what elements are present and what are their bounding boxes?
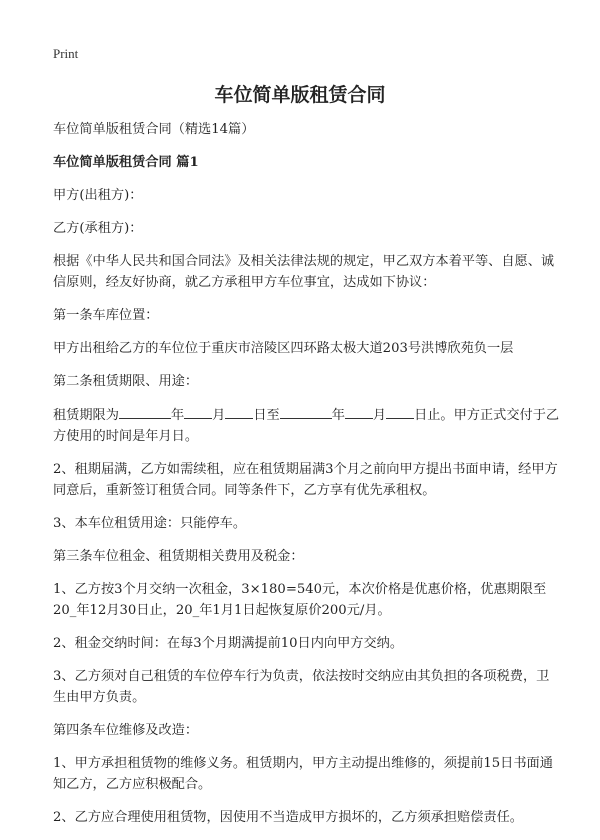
term-month-2: 月 bbox=[372, 408, 387, 423]
term-day-1: 日至 bbox=[253, 408, 280, 423]
party-a: 甲方(出租方)： bbox=[53, 188, 143, 203]
blank-day-start[interactable] bbox=[225, 404, 253, 419]
subtitle: 车位简单版租赁合同（精选14篇） bbox=[53, 122, 255, 137]
article-2-title: 第二条租赁期限、用途： bbox=[53, 374, 199, 389]
article-3-payment-time: 2、租金交纳时间：在每3个月期满提前10日内向甲方交纳。 bbox=[53, 636, 404, 651]
document-title: 车位简单版租赁合同 bbox=[214, 84, 386, 106]
print-link[interactable]: Print bbox=[53, 46, 79, 61]
article-3-rent: 1、乙方按3个月交纳一次租金，3×180=540元，本次价格是优惠价格，优惠期限至20_年12月30日止，20_年1月1日起恢复原价200元/月。 bbox=[53, 582, 547, 618]
article-4-title: 第四条车位维修及改造： bbox=[53, 723, 199, 738]
blank-month-end[interactable] bbox=[345, 404, 373, 419]
party-b: 乙方(承租方)： bbox=[53, 221, 143, 236]
article-4-liability: 2、乙方应合理使用租赁物，因使用不当造成甲方损坏的，乙方须承担赔偿责任。 bbox=[53, 810, 523, 825]
term-year-2: 年 bbox=[331, 408, 345, 423]
term-year-1: 年 bbox=[170, 408, 185, 423]
blank-year-end[interactable] bbox=[280, 404, 332, 419]
term-month-1: 月 bbox=[212, 408, 226, 423]
article-2-usage: 3、本车位租赁用途：只能停车。 bbox=[53, 516, 247, 531]
blank-month-start[interactable] bbox=[184, 404, 212, 419]
term-day-2: 日止。甲方正式交付于乙方使用的时间是年月日。 bbox=[53, 408, 560, 444]
article-3-title: 第三条车位租金、租赁期相关费用及税金： bbox=[53, 549, 304, 564]
article-2-term bbox=[53, 404, 560, 447]
article-3-taxes: 3、乙方须对自己租赁的车位停车行为负责，依法按时交纳应由其负担的各项税费，卫生由甲方负责。 bbox=[53, 669, 550, 705]
article-2-renewal: 2、租期届满，乙方如需续租，应在租赁期届满3个月之前向甲方提出书面申请，经甲方同意后，重新签订租赁合同。同等条件下，乙方享有优先承租权。 bbox=[53, 462, 558, 498]
term-prefix: 租赁期限为 bbox=[53, 408, 119, 423]
article-1-title: 第一条车库位置： bbox=[53, 308, 159, 323]
article-1-text: 甲方出租给乙方的车位位于重庆市涪陵区四环路太极大道203号洪博欣苑负一层 bbox=[53, 341, 514, 356]
document-body bbox=[53, 119, 560, 840]
blank-year-start[interactable] bbox=[119, 404, 171, 419]
section-heading: 车位简单版租赁合同 篇1 bbox=[53, 155, 199, 170]
blank-day-end[interactable] bbox=[386, 404, 414, 419]
article-4-maintenance: 1、甲方承担租赁物的维修义务。租赁期内，甲方主动提出维修的，须提前15日书面通知乙方，乙方应积极配合。 bbox=[53, 756, 553, 792]
intro-paragraph: 根据《中华人民共和国合同法》及相关法律法规的规定，甲乙双方本着平等、自愿、诚信原则，经友好协商，就乙方承租甲方车位事宜，达成如下协议： bbox=[53, 254, 555, 290]
